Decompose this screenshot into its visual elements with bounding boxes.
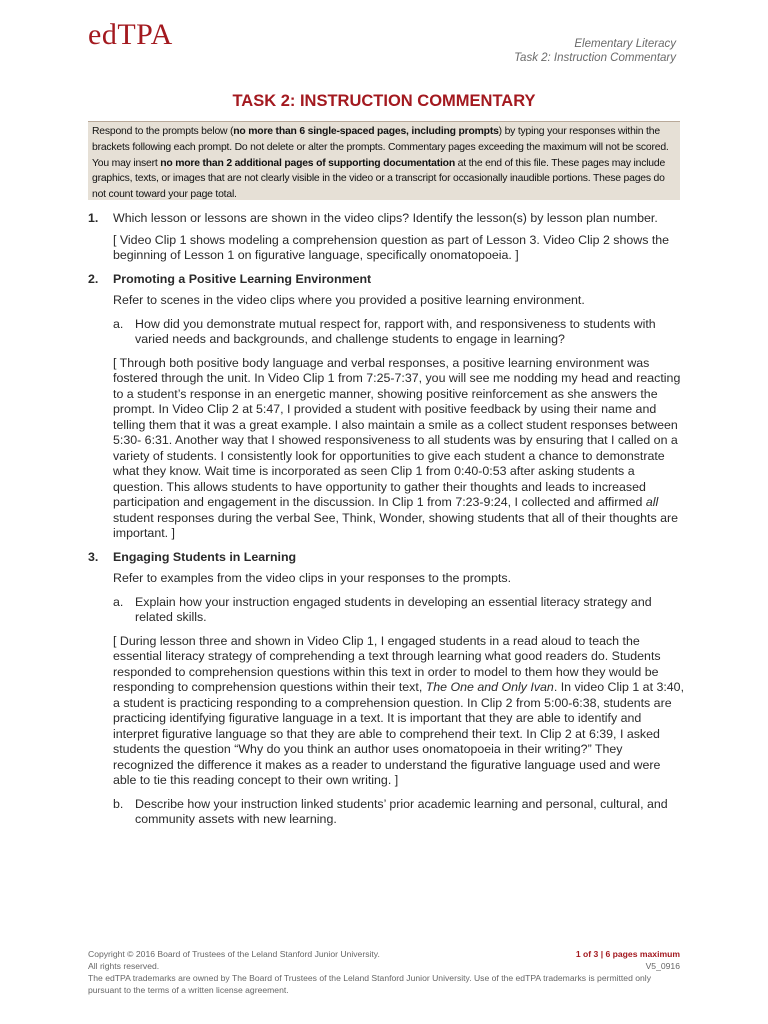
question-2a: [113, 317, 684, 348]
edtpa-logo: edTPA: [88, 18, 173, 51]
instructions-box: [88, 121, 680, 200]
question-2-number: 2.: [88, 271, 99, 286]
question-3a-prompt: Explain how your instruction engaged students in developing an essential literacy strategy and related skills.: [135, 594, 652, 624]
page-title: TASK 2: INSTRUCTION COMMENTARY: [232, 92, 536, 110]
footer-page-count: 1 of 3 | 6 pages maximum: [575, 949, 680, 959]
question-3b: [113, 797, 684, 828]
question-2: [88, 272, 684, 288]
footer-trademark: The edTPA trademarks are owned by The Board of Trustees of the Leland Stanford Junior University. Use of the edTPA trademarks is permitted only pursuant to the terms of a written license agreement.: [88, 973, 652, 995]
question-1-number: 1.: [88, 211, 99, 225]
question-3a-response-book-title: The One and Only Ivan: [425, 680, 554, 694]
question-3a-response-part-1: [ During lesson three and shown in Video Clip 1, I engaged students in a read aloud to teach the essential literacy strategy of comprehending a text through learning what good readers do. Students responded to comprehension questions within this text in order to model to them how they would be responding to comprehension questions within their text,: [113, 633, 661, 694]
question-1-prompt: Which lesson or lessons are shown in the video clips? Identify the lesson(s) by lesson plan number.: [113, 211, 658, 225]
question-2-intro: Refer to scenes in the video clips where you provided a positive learning environment.: [113, 293, 585, 307]
question-3b-prompt: Describe how your instruction linked students’ prior academic learning and personal, cultural, and community assets with new learning.: [135, 796, 668, 826]
question-2a-response[interactable]: [113, 356, 684, 542]
question-3-intro: Refer to examples from the video clips in your responses to the prompts.: [113, 571, 512, 585]
footer-rights: All rights reserved.: [88, 961, 160, 971]
question-2a-response-part-1: [ Through both positive body language and verbal responses, a positive learning environment was fostered through the unit. In Video Clip 1 from 7:25-7:37, you will see me nodding my head and reacting to a student’s response in an energetic manner, showing positive reinforcement as she answers the prompt. In Video Clip 2 at 5:47, I provided a student with positive feedback by using their name and telling them that it was a great example. I also maintain a smile as a collect student responses between 5:30- 6:31. Another way that I showed responsiveness to all students was by ensuring that I called on a variety of students. I consistently look for opportunities to give each student a chance to demonstrate what they know. Wait time is incorporated as seen Clip 1 from 0:40-0:53 after asking students a question. This allows students to have opportunity to gather their thoughts and leads to increased participation and engagement in the discussion. In Clip 1 from 7:23-9:24, I collected and affirmed: [113, 355, 681, 509]
question-1-response[interactable]: [ Video Clip 1 shows modeling a comprehension question as part of Lesson 3. Video Clip 2 shows the beginning of Lesson 1 on figurative language, specifically onomatopoeia. ]: [113, 232, 670, 262]
commentary-content: [88, 211, 684, 836]
header-task: Task 2: Instruction Commentary: [514, 52, 676, 64]
question-2a-response-part-2: student responses during the verbal See, Think, Wonder, showing students that all of their thoughts are important. ]: [113, 510, 679, 540]
instructions-text-1: Respond to the prompts below (: [92, 126, 234, 137]
question-3a-response[interactable]: [113, 634, 684, 789]
question-3a-letter: a.: [113, 594, 124, 609]
question-1: [88, 211, 684, 227]
question-2a-letter: a.: [113, 316, 124, 331]
question-2-title: Promoting a Positive Learning Environment: [113, 271, 372, 286]
page-footer: [88, 948, 680, 996]
instructions-text-2: ) by typing your responses within the brackets following each prompt. Do not delete or alter the prompts. Commentary pages exceeding the maximum will not be scored. You may insert: [92, 126, 669, 169]
question-2a-response-emphasis: all: [645, 495, 659, 509]
header-subject: Elementary Literacy: [574, 38, 676, 50]
footer-copyright: Copyright © 2016 Board of Trustees of the Leland Stanford Junior University.: [88, 949, 380, 959]
question-3a: [113, 595, 684, 626]
question-3: [88, 550, 684, 566]
question-3b-letter: b.: [113, 796, 124, 811]
footer-version: V5_0916: [645, 961, 680, 971]
page-header: [514, 37, 676, 65]
instructions-text-3: at the end of this file. These pages may include graphics, texts, or images that are not clearly visible in the video or a transcript for occasionally inaudible portions. These pages do not count toward your page total.: [92, 157, 666, 201]
question-2a-prompt: How did you demonstrate mutual respect for, rapport with, and responsiveness to students with varied needs and backgrounds, and challenge students to engage in learning?: [135, 316, 656, 346]
question-3a-response-part-2: . In video Clip 1 at 3:40, a student is practicing responding to a comprehension question. In Clip 2 from 5:00-6:38, students are practicing identifying figurative language in a text. It is important that they are able to identify and interpret figurative language so that they are able to comprehend their text. In Clip 2 at 6:39, I asked students the question “Why do you think an author uses onomatopoeia in their writing?” They recognized the difference it makes as a reader to understand the figurative language used and were able to tie this reading concept to their own writing. ]: [113, 680, 685, 787]
instructions-bold-2: no more than 2 additional pages of supporting documentation: [160, 157, 455, 169]
question-3-number: 3.: [88, 549, 99, 564]
instructions-bold-1: no more than 6 single-spaced pages, including prompts: [233, 126, 499, 137]
question-3-title: Engaging Students in Learning: [113, 549, 297, 564]
